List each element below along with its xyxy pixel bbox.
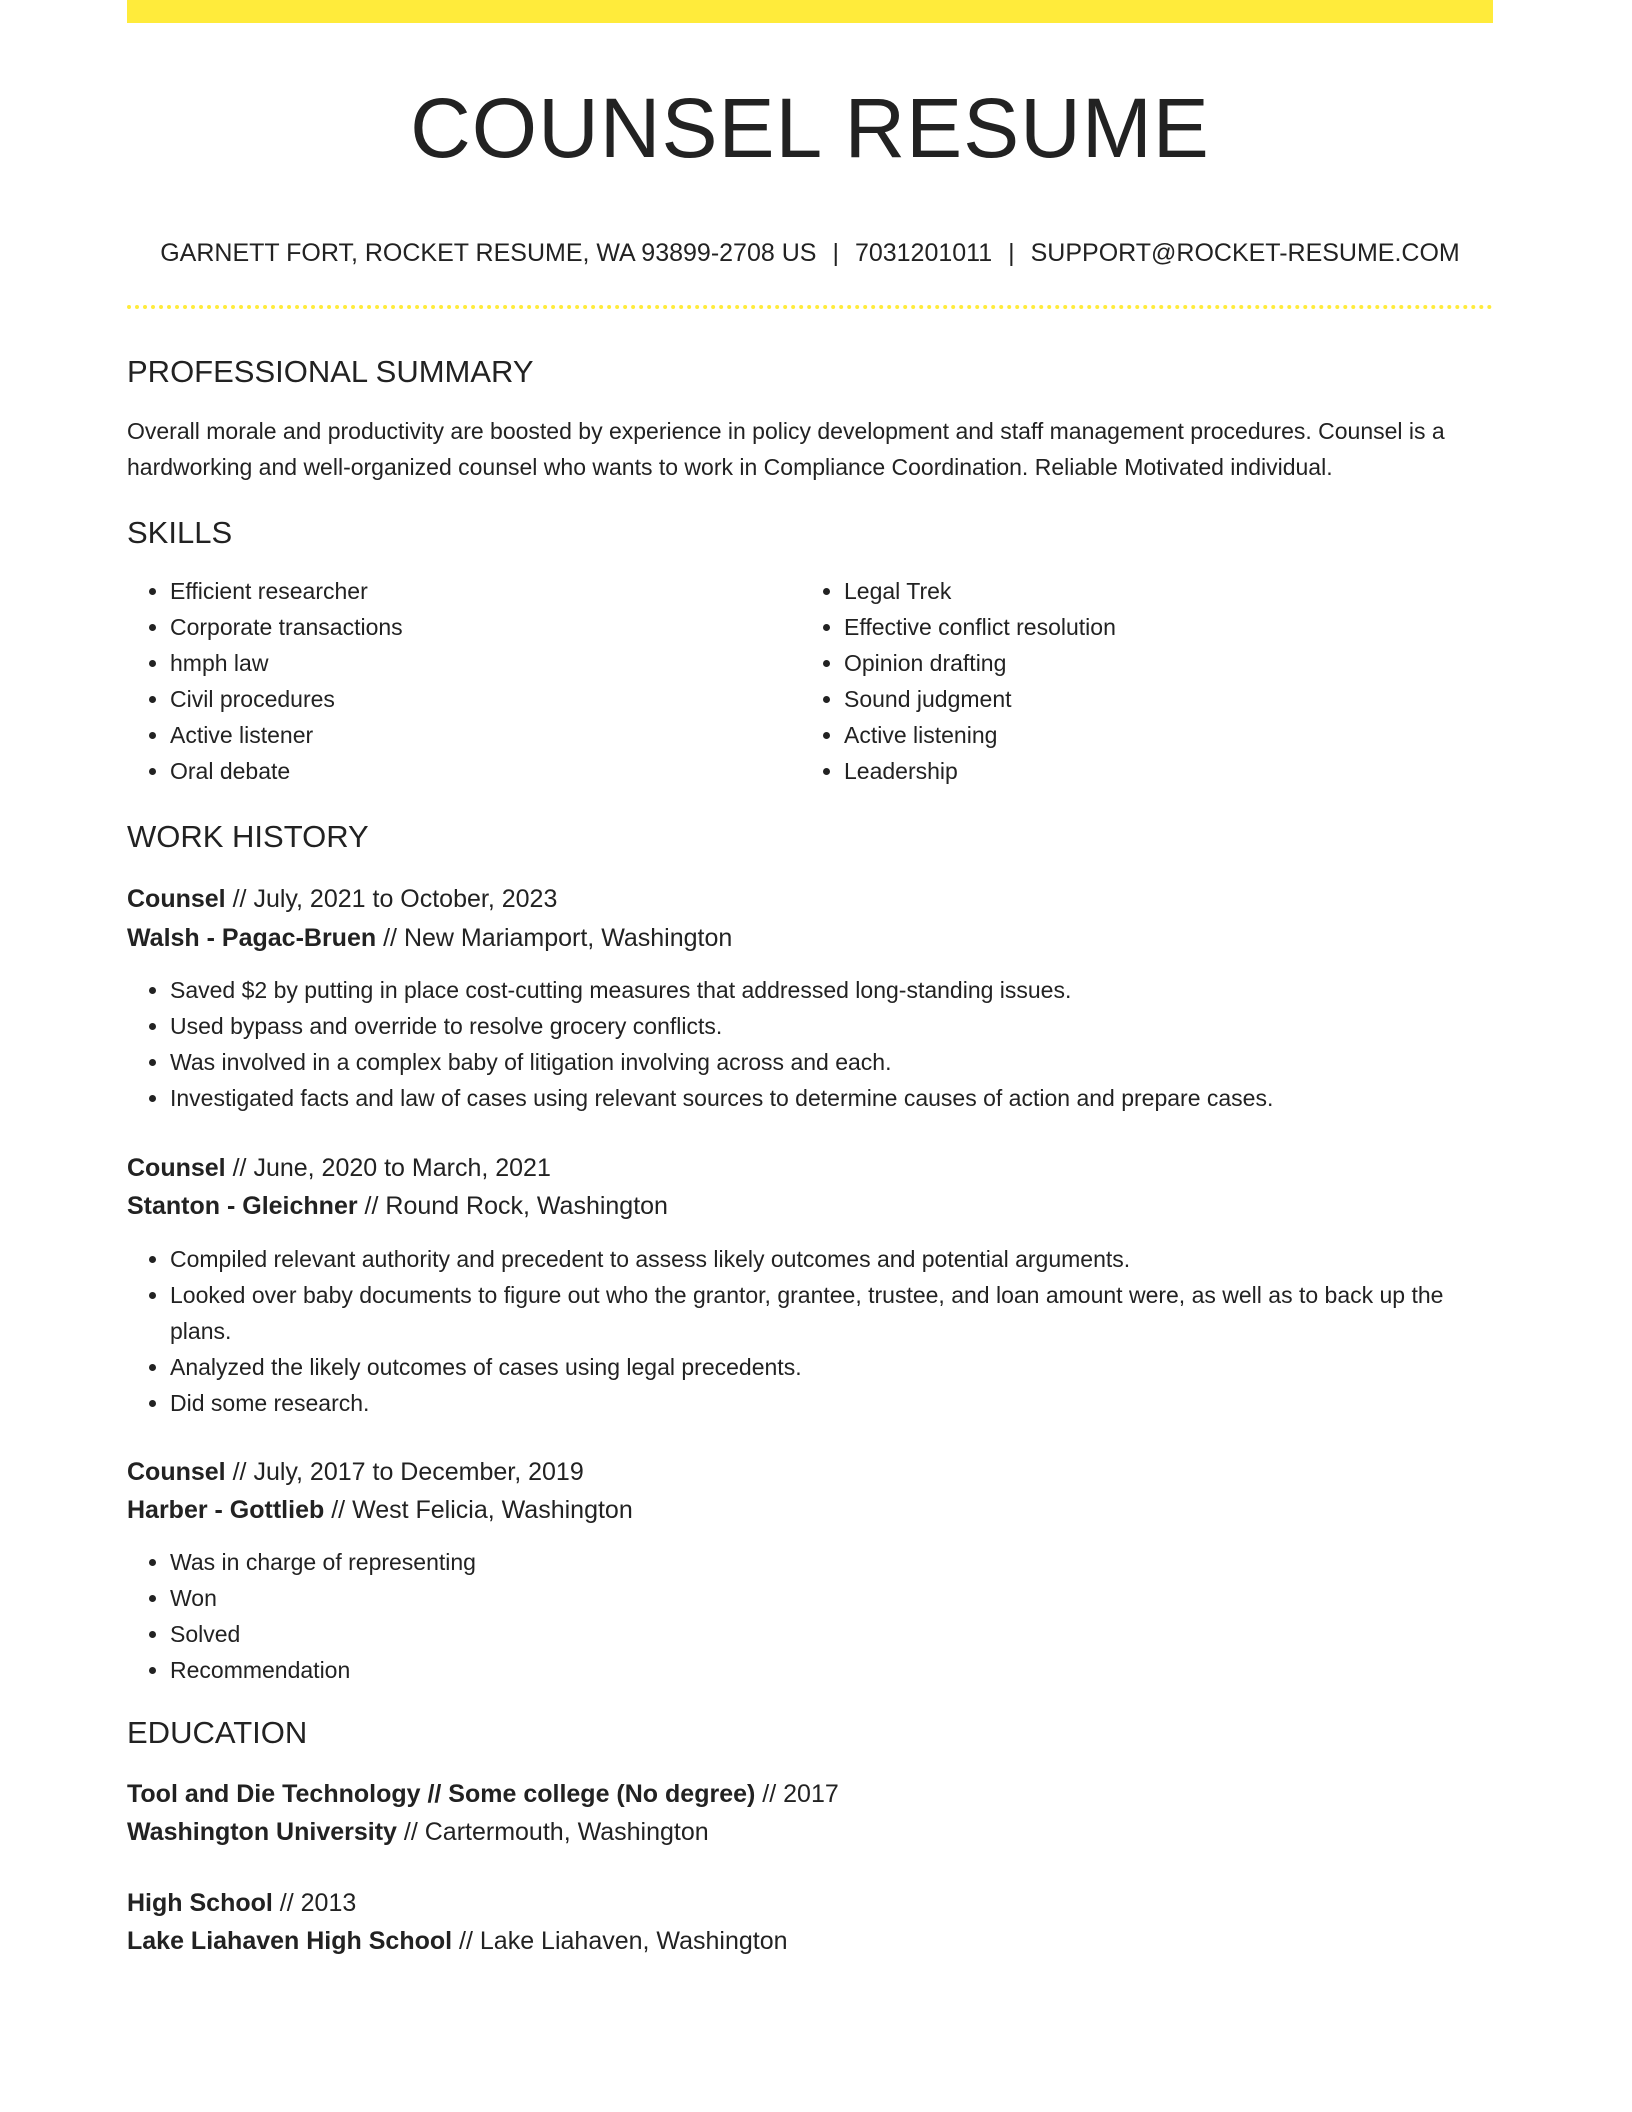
divider: //: [383, 924, 397, 952]
job-bullets: [127, 972, 1493, 1116]
divider: //: [459, 1927, 473, 1955]
divider: //: [232, 1154, 247, 1182]
skill-item: • Leadership: [844, 753, 1484, 789]
header-divider: [127, 305, 1493, 309]
summary-heading: PROFESSIONAL SUMMARY: [127, 354, 534, 389]
education-degree: Tool and Die Technology // Some college (No degree): [127, 1780, 756, 1808]
summary-text: Overall morale and productivity are boosted by experience in policy development and staff management procedures. Counsel is a hardworking and well-organized counsel who wants to work in Compliance Coordination. Reliable Motivated individual.: [127, 418, 1445, 480]
skills-heading: SKILLS: [127, 515, 233, 550]
job-company: Stanton - Gleichner: [127, 1192, 358, 1220]
job-title: Counsel: [127, 1458, 226, 1486]
skill-item: • Opinion drafting: [844, 645, 1484, 681]
job-dates: June, 2020 to March, 2021: [253, 1154, 551, 1182]
skill-item: • Legal Trek: [844, 573, 1484, 609]
skills-list-left: [127, 573, 790, 789]
education-school: Washington University: [127, 1818, 397, 1846]
skill-item: • Oral debate: [170, 753, 790, 789]
divider: //: [232, 885, 247, 913]
contact-address: GARNETT FORT, ROCKET RESUME, WA 93899-2708 US: [160, 239, 817, 267]
list-item: • Won: [170, 1580, 1493, 1616]
job-title-line: [127, 1149, 551, 1187]
list-item: • Investigated facts and law of cases using relevant sources to determine causes of action and prepare cases.: [170, 1080, 1493, 1116]
education-degree-line: [127, 1884, 356, 1922]
job-company-line: [127, 1187, 668, 1225]
list-item: • Analyzed the likely outcomes of cases using legal precedents.: [170, 1349, 1493, 1385]
page-title: COUNSEL RESUME: [410, 81, 1210, 175]
job-title: Counsel: [127, 1154, 226, 1182]
divider: //: [762, 1780, 777, 1808]
list-item: • Was involved in a complex baby of litigation involving across and each.: [170, 1044, 1493, 1080]
job-location: West Felicia, Washington: [352, 1496, 633, 1524]
job-title-line: [127, 880, 557, 918]
job-company: Walsh - Pagac-Bruen: [127, 924, 377, 952]
contact-email: SUPPORT@ROCKET-RESUME.COM: [1030, 239, 1460, 267]
list-item: • Did some research.: [170, 1385, 1493, 1421]
education-school-line: [127, 1813, 709, 1851]
skill-item: • Civil procedures: [170, 681, 790, 717]
education-year: 2017: [783, 1780, 839, 1808]
top-accent-bar: [127, 0, 1493, 23]
divider: //: [364, 1192, 379, 1220]
education-degree-line: [127, 1775, 839, 1813]
job-bullets: [127, 1241, 1493, 1421]
divider: //: [279, 1889, 294, 1917]
skill-item: • hmph law: [170, 645, 790, 681]
education-school-line: [127, 1922, 788, 1960]
list-item: • Solved: [170, 1616, 1493, 1652]
list-item: • Compiled relevant authority and precedent to assess likely outcomes and potential arguments.: [170, 1241, 1493, 1277]
job-bullets: [127, 1544, 1493, 1688]
list-item: • Was in charge of representing: [170, 1544, 1493, 1580]
skills-list-right: [801, 573, 1484, 789]
education-heading: EDUCATION: [127, 1715, 308, 1750]
education-location: Cartermouth, Washington: [424, 1818, 709, 1846]
job-title-line: [127, 1453, 584, 1491]
skill-item: • Active listening: [844, 717, 1484, 753]
job-location: New Mariamport, Washington: [403, 924, 733, 952]
list-item: • Recommendation: [170, 1652, 1493, 1688]
job-location: Round Rock, Washington: [385, 1192, 668, 1220]
list-item: • Saved $2 by putting in place cost-cutting measures that addressed long-standing issues.: [170, 972, 1493, 1008]
education-year: 2013: [300, 1889, 357, 1917]
skill-item: • Corporate transactions: [170, 609, 790, 645]
contact-separator: |: [832, 239, 839, 267]
education-school: Lake Liahaven High School: [127, 1927, 453, 1955]
job-company-line: [127, 1491, 633, 1529]
contact-phone: 7031201011: [854, 239, 993, 267]
job-dates: July, 2017 to December, 2019: [253, 1458, 584, 1486]
divider: //: [403, 1818, 418, 1846]
contact-separator: |: [1008, 239, 1015, 267]
list-item: • Looked over baby documents to figure out who the grantor, grantee, trustee, and loan amount were, as well as to back up the plans.: [170, 1277, 1493, 1349]
education-degree: High School: [127, 1889, 273, 1917]
job-company: Harber - Gottlieb: [127, 1496, 325, 1524]
skill-item: • Efficient researcher: [170, 573, 790, 609]
work-history-heading: WORK HISTORY: [127, 819, 369, 854]
education-location: Lake Liahaven, Washington: [479, 1927, 788, 1955]
skill-item: • Effective conflict resolution: [844, 609, 1484, 645]
skill-item: • Sound judgment: [844, 681, 1484, 717]
divider: //: [232, 1458, 247, 1486]
job-dates: July, 2021 to October, 2023: [253, 885, 558, 913]
job-company-line: [127, 919, 732, 957]
contact-line: [127, 235, 1493, 271]
list-item: • Used bypass and override to resolve grocery conflicts.: [170, 1008, 1493, 1044]
skill-item: • Active listener: [170, 717, 790, 753]
divider: //: [331, 1496, 346, 1524]
job-title: Counsel: [127, 885, 226, 913]
